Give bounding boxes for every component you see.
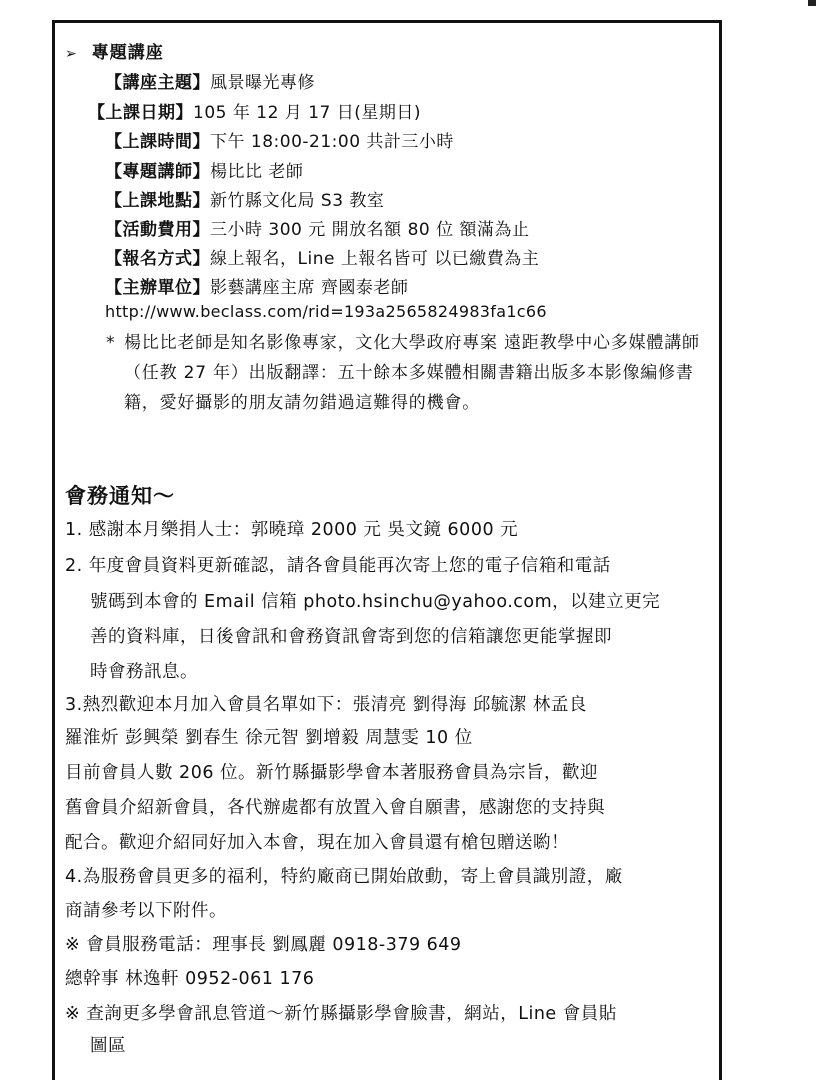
row-label: 【報名方式】 [105,249,210,269]
row-value: 新竹縣文化局 S3 教室 [210,191,385,211]
notice-line: 4.為服務會員更多的福利，特約廠商已開始啟動，寄上會員識別證，廠 [65,867,623,887]
notice-line: ※ 會員服務電話：理事長 劉鳳麗 0918-379 649 [65,935,462,955]
notice-line: 1. 感謝本月樂捐人士：郭曉璋 2000 元 吳文鏡 6000 元 [65,520,519,540]
notice-line: 舊會員介紹新會員，各代辦處都有放置入會自願書，感謝您的支持與 [65,798,605,818]
lecture-row-topic [105,68,315,93]
notice-line: 時會務訊息。 [90,662,198,682]
row-label: 【講座主題】 [105,73,210,93]
registration-url: http://www.beclass.com/rid=193a2565824983fa1c66 [105,302,547,321]
lecture-row-time [105,127,454,152]
row-value: 楊比比 老師 [210,162,304,182]
lecture-row-location [105,186,384,211]
notice-line: 圖區 [90,1036,126,1056]
notice-line: 號碼到本會的 Email 信箱 photo.hsinchu@yahoo.com，以建立更完 [90,592,661,612]
row-label: 【專題講師】 [105,162,210,182]
arrow-bullet-icon: ➢ [65,46,78,62]
row-label: 【主辦單位】 [105,278,210,298]
speaker-note [106,328,716,418]
notice-line: 總幹事 林逸軒 0952-061 176 [65,969,315,989]
notice-line: 2. 年度會員資料更新確認，請各會員能再次寄上您的電子信箱和電話 [65,556,611,576]
lecture-row-date [88,98,421,123]
speaker-note-text: 楊比比老師是知名影像專家，文化大學政府專案 遠距教學中心多媒體講師 （任教 27 年）出版翻譯：五十餘本多媒體相關書籍出版多本影像編修書籍，愛好攝影的朋友請勿錯過這難得的機會。 [124,333,700,413]
lecture-row-registration [105,244,539,269]
notice-line: 善的資料庫，日後會訊和會務資訊會寄到您的信箱讓您更能掌握即 [90,627,612,647]
row-value: 線上報名，Line 上報名皆可 以已繳費為主 [210,249,540,269]
asterisk-icon: * [106,333,116,353]
notice-heading: 會務通知～ [65,484,175,508]
notice-line: ※ 查詢更多學會訊息管道～新竹縣攝影學會臉書，網站，Line 會員貼 [65,1004,617,1024]
row-value: 影藝講座主席 齊國泰老師 [210,278,409,298]
notice-line: 配合。歡迎介紹同好加入本會，現在加入會員還有槍包贈送喲！ [65,833,569,853]
row-label: 【活動費用】 [105,220,210,240]
notice-line: 3.熱烈歡迎本月加入會員名單如下：張清亮 劉得海 邱毓潔 林孟良 [65,695,587,715]
lecture-row-organizer [105,273,408,298]
row-label: 【上課地點】 [105,191,210,211]
row-value: 風景曝光專修 [210,73,315,93]
lecture-heading [65,38,164,63]
row-label: 【上課時間】 [105,132,210,152]
notice-line: 羅淮炘 彭興榮 劉春生 徐元智 劉增毅 周慧雯 10 位 [65,728,473,748]
row-label: 【上課日期】 [88,103,193,123]
row-value: 下午 18:00-21:00 共計三小時 [210,132,454,152]
notice-line: 目前會員人數 206 位。新竹縣攝影學會本著服務會員為宗旨，歡迎 [65,763,599,783]
scan-corner-mark [808,0,816,6]
lecture-row-fee [105,215,530,240]
row-value: 105 年 12 月 17 日(星期日) [193,103,421,123]
row-value: 三小時 300 元 開放名額 80 位 額滿為止 [210,220,530,240]
notice-line: 商請參考以下附件。 [65,901,227,921]
lecture-heading-text: 專題講座 [91,43,164,63]
lecture-row-speaker [105,157,303,182]
